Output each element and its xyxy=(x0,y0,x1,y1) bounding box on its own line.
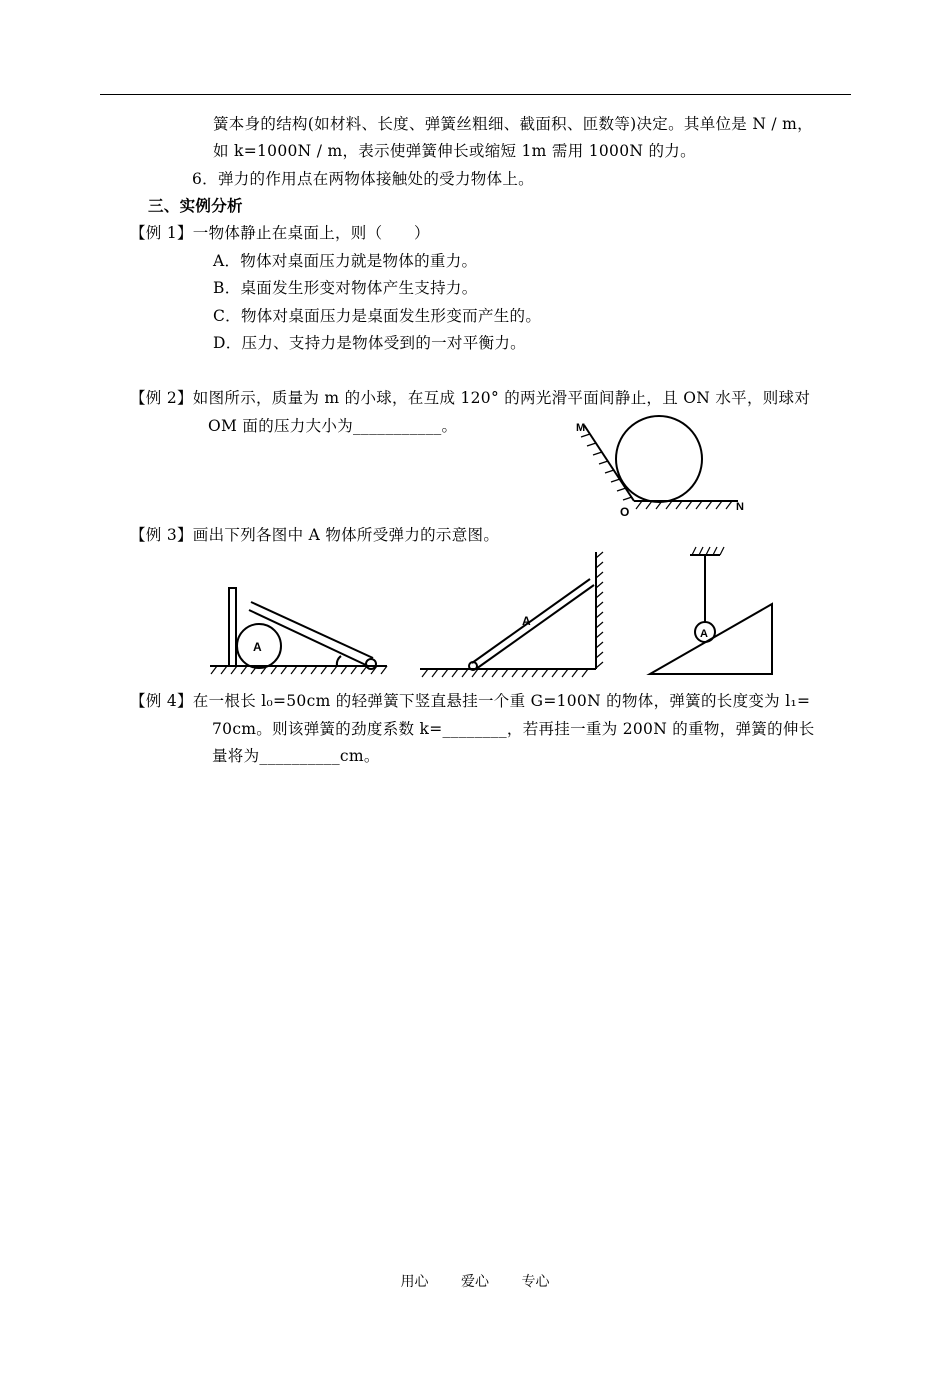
example-2-line-2: OM 面的压力大小为___________。 xyxy=(208,417,458,435)
figure-ball-wall-rod xyxy=(205,580,390,680)
header-rule xyxy=(100,94,851,95)
option-a: A．物体对桌面压力就是物体的重力。 xyxy=(213,252,478,270)
label-a: A xyxy=(700,628,708,640)
rod-lower xyxy=(249,610,368,666)
footer-word-1: 用心 xyxy=(400,1274,429,1290)
rod-end xyxy=(366,659,376,669)
rod-upper xyxy=(472,579,590,663)
section-heading: 三、实例分析 xyxy=(148,196,243,215)
example-3-question: 【例 3】画出下列各图中 A 物体所受弹力的示意图。 xyxy=(130,526,500,544)
figure-ball-between-planes xyxy=(570,415,760,520)
plane-om xyxy=(584,425,634,501)
label-n: N xyxy=(736,501,744,513)
example-4-line-2: 70cm。则该弹簧的劲度系数 k=________，若再挂一重为 200N 的重物，弹簧的伸长 xyxy=(212,720,815,738)
example-4-line-1: 【例 4】在一根长 l₀=50cm 的轻弹簧下竖直悬挂一个重 G=100N 的物体，弹簧的长度变为 l₁= xyxy=(130,692,811,710)
option-d: D．压力、支持力是物体受到的一对平衡力。 xyxy=(213,334,526,352)
ball xyxy=(616,416,702,502)
label-a: A xyxy=(522,614,531,628)
option-b: B．桌面发生形变对物体产生支持力。 xyxy=(213,279,478,297)
text-line-2: 如 k=1000N / m，表示使弹簧伸长或缩短 1m 需用 1000N 的力。 xyxy=(213,142,696,160)
text-line-3: 6．弹力的作用点在两物体接触处的受力物体上。 xyxy=(192,170,534,188)
figure-hanging-ball-incline xyxy=(644,546,784,678)
angle-arc xyxy=(337,656,341,666)
rod-lower xyxy=(476,585,594,669)
rod-upper xyxy=(251,602,373,658)
wall-post xyxy=(229,588,236,666)
option-c: C．物体对桌面压力是桌面发生形变而产生的。 xyxy=(213,307,542,325)
example-4-line-3: 量将为__________cm。 xyxy=(212,747,380,765)
label-o: O xyxy=(620,505,630,519)
incline-block xyxy=(650,604,772,674)
text-line-1: 簧本身的结构(如材料、长度、弹簧丝粗细、截面积、匝数等)决定。其单位是 N / m， xyxy=(213,115,813,133)
example-1-question: 【例 1】一物体静止在桌面上，则（ ） xyxy=(130,224,430,242)
footer-word-3: 专心 xyxy=(521,1274,550,1290)
footer-word-2: 爱心 xyxy=(461,1274,489,1290)
page-footer xyxy=(0,1271,950,1291)
label-m: M xyxy=(576,422,586,434)
label-a: A xyxy=(253,640,262,654)
figure-rod-against-wall xyxy=(418,548,608,678)
example-2-line-1: 【例 2】如图所示，质量为 m 的小球，在互成 120° 的两光滑平面间静止，且 ON 水平，则球对 xyxy=(130,389,811,407)
